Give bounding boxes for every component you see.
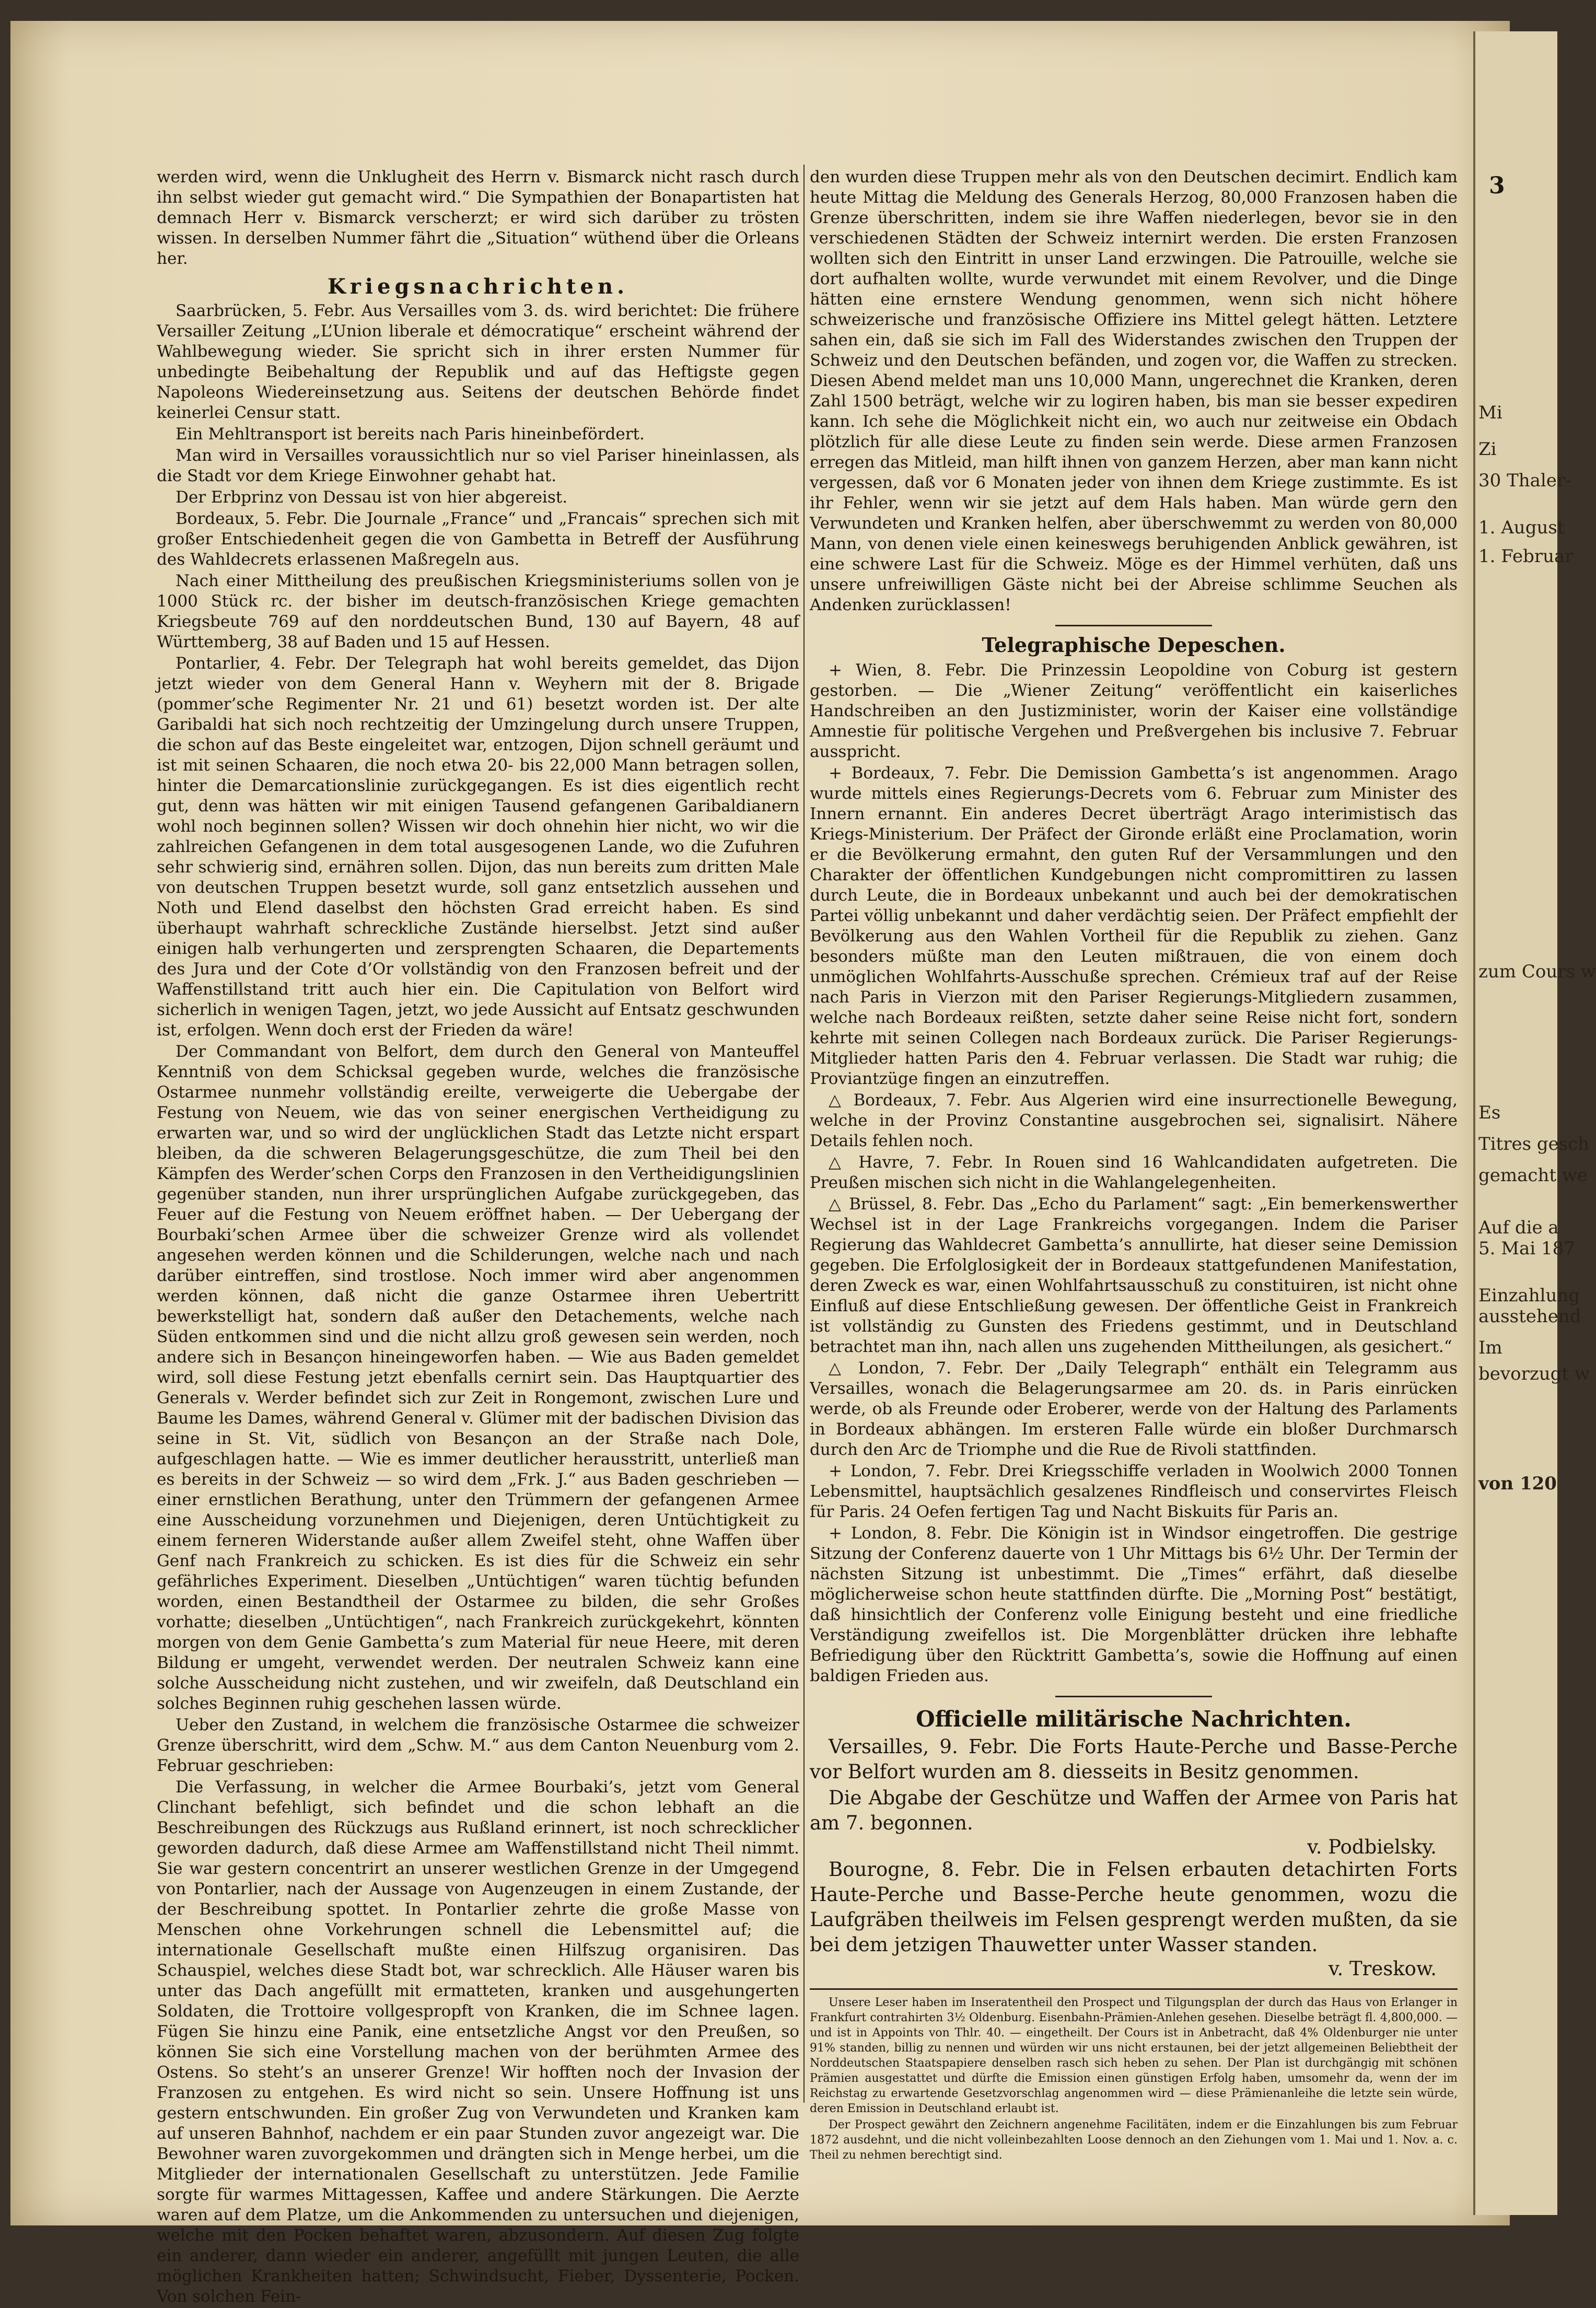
- section-title-official: Officielle militärische Nachrichten.: [916, 1706, 1352, 1732]
- margin-fragment: Auf die a: [1478, 1217, 1559, 1238]
- margin-fragment: Es: [1478, 1102, 1501, 1123]
- notice-paragraph: Unsere Leser haben im Inseratentheil den Prospect und Tilgungsplan der durch das Haus von Erlanger in Frankfurt contrahirten 3½ Oldenburg. Eisenbahn-Prämien-Anlehen gesehen. Dieselbe beträgt fl. 4,800,000. — und ist in Appoints von Thlr. 40. — eingetheilt. Der Cours ist in Anbetracht, daß 4% Oldenburger nie unter 91% standen, billig zu nennen und würden wir uns nicht erstaunen, bei der jetzt allgemeinen Beliebtheit der Norddeutschen Staatspapiere denselben rasch sich heben zu sehen. Der Plan ist durchgängig mit schönen Prämien ausgestattet und dürfte die Emission einen günstigen Erfolg haben, umsomehr da, wenn der im Reichstag zu erwartende Gesetzvorschlag angenommen wird — diese Prämienanleihe die letzte sein würde, deren Emission in Deutschland erlaubt ist.: [810, 1996, 1458, 2115]
- margin-fragment: Einzahlung: [1478, 1285, 1580, 1306]
- telegraph-item: + London, 7. Febr. Drei Kriegsschiffe verladen in Woolwich 2000 Tonnen Lebensmittel, hauptsächlich gesalzenes Rindfleisch und conservirtes Fleisch für Paris. 24 Oefen fertigen Tag und Nacht Biskuits für Paris an.: [810, 1462, 1458, 1521]
- section-title-telegraph: Telegraphische Depeschen.: [982, 633, 1286, 657]
- margin-fragment: bevorzugt w: [1478, 1363, 1590, 1384]
- telegraph-item: △ Brüssel, 8. Febr. Das „Echo du Parlament“ sagt: „Ein bemerkenswerther Wechsel ist in der Lage Frankreichs vorgegangen. Indem die Pariser Regierung das Wahldecret Gambetta’s annullirte, hat dieser seine Demission gegeben. Die Erfolglosigkeit der in Bordeaux stattgefundenen Manifestation, deren Zweck es war, einen Wohlfahrtsausschuß zu constituiren, ist nicht ohne Einfluß auf diese Entschließung gewesen. Der öffentliche Geist in Frankreich ist vollständig zu Gunsten des Friedens gestimmt, und in Deutschland betrachtet man ihn, nach allen uns zugehenden Mittheilungen, als gesichert.“: [810, 1195, 1458, 1356]
- margin-fragment: zum Cours w: [1478, 961, 1596, 982]
- telegraph-item: + Bordeaux, 7. Febr. Die Demission Gambetta’s ist angenommen. Arago wurde mittels eines Regierungs-Decrets vom 6. Februar zum Minister des Innern ernannt. Ein anderes Decret überträgt Arago interimistisch das Kriegs-Ministerium. Der Präfect der Gironde erläßt eine Proclamation, worin er die Bevölkerung ermahnt, den guten Ruf der Versammlungen und den Charakter der öffentlichen Kundgebungen nicht compromittiren zu lassen durch Leute, die in Bordeaux unbekannt und auch bei der demokratischen Partei völlig unbekannt und daher verdächtig seien. Der Präfect empfiehlt der Bevölkerung aus den Wahlen Vortheil für die Republik zu ziehen. Ganz besonders müßte man den Leuten mißtrauen, die von einem doch unmöglichen Wohlfahrts-Ausschuße sprechen. Crémieux traf auf der Reise nach Paris in Vierzon mit den Pariser Regierungs-Mitgliedern zusammen, welche nach Bordeaux reißten, setzte daher seine Reise nicht fort, sondern kehrte mit seinen Collegen nach Bordeaux zurück. Die Pariser Regierungs-Mitglieder hatten Paris den 4. Februar verlassen. Die Stadt war ruhig; die Proviantzüge fingen an einzutreffen.: [810, 764, 1458, 1088]
- margin-fragment: Titres gesch: [1478, 1134, 1590, 1155]
- paragraph: Ein Mehltransport ist bereits nach Paris hineinbefördert.: [176, 425, 645, 444]
- official-item: Bourogne, 8. Febr. Die in Felsen erbauten detachirten Forts Haute-Perche und Basse-Perche heute genommen, wozu die Laufgräben theilweis im Felsen gesprengt werden mußten, da sie bei dem jetzigen Thauwetter unter Wasser standen.: [810, 1858, 1458, 1956]
- margin-fragment: Mi: [1478, 402, 1502, 423]
- margin-fragment: Zi: [1478, 439, 1497, 460]
- right-column: [810, 167, 1458, 2164]
- notice-box: [810, 1988, 1458, 2163]
- margin-fragment: 30 Thaler-: [1478, 470, 1571, 491]
- telegraph-item: △ Havre, 7. Febr. In Rouen sind 16 Wahlcandidaten aufgetreten. Die Preußen mischen sich nicht in die Wahlangelegenheiten.: [810, 1153, 1458, 1192]
- paragraph: den wurden diese Truppen mehr als von den Deutschen decimirt. Endlich kam heute Mittag die Meldung des Generals Herzog, 80,000 Franzosen haben die Grenze überschritten, indem sie ihre Waffen niederlegen, bevor sie in den verschiedenen Städten der Schweiz internirt werden. Die ersten Franzosen wollten sich den Eintritt in unser Land erzwingen. Die Patrouille, welche sie dort aufhalten wollte, wurde verwundet mit einem Revolver, und die Dinge hätten eine ernstere Wendung genommen, wenn sich nicht höhere schweizerische und französische Offiziere ins Mittel gelegt hätten. Letztere sahen ein, daß sie sich im Fall des Widerstandes zwischen den Truppen der Schweiz und den Deutschen befänden, und zogen vor, die Waffen zu strecken. Diesen Abend meldet man uns 10,000 Mann, ungerechnet die Kranken, deren Zahl 1500 beträgt, welche wir zu logiren haben, bis man sie besser expediren kann. Ich sehe die Möglichkeit nicht ein, wo auch nur zeitweise ein Obdach plötzlich für alle diese Leute zu finden sein werde. Diese armen Franzosen erregen das Mitleid, man hilft ihnen von ganzem Herzen, aber man kann nicht vergessen, daß vor 6 Monaten jeder von ihnen dem Kriege zustimmte. Es ist ihr Fehler, wenn wir sie jetzt auf dem Hals haben. Man würde gern den Verwundeten und Kranken helfen, aber überschwemmt zu werden von 80,000 Mann, von denen viele einen keineswegs beruhigenden Anblick gewähren, ist eine schwere Last für die Schweiz. Möge es der Himmel verhüten, daß uns unsere unfreiwilligen Gäste nicht bei der Abreise schlimme Seuchen als Andenken zurücklassen!: [810, 168, 1458, 614]
- divider: [1055, 625, 1212, 626]
- telegraph-item: + Wien, 8. Febr. Die Prinzessin Leopoldine von Coburg ist gestern gestorben. — Die „Wiener Zeitung“ veröffentlicht ein kaiserliches Handschreiben an den Justizminister, worin der Kaiser eine vollständige Amnestie für politische Vergehen und Preßvergehen bis inclusive 7. Februar ausspricht.: [810, 661, 1458, 761]
- paragraph: Pontarlier, 4. Febr. Der Telegraph hat wohl bereits gemeldet, das Dijon jetzt wieder von dem General Hann v. Weyhern mit der 8. Brigade (pommer’sche Regimenter Nr. 21 und 61) besetzt worden ist. Der alte Garibaldi hat sich noch rechtzeitig der Umzingelung durch unsere Truppen, die schon auf das Beste eingeleitet war, entzogen, Dijon schnell geräumt und ist mit seinen Schaaren, die noch etwa 20- bis 22,000 Mann betragen sollen, hinter die Demarcationslinie zurückgegangen. Es ist dies eigentlich recht gut, denn was hätten wir mit einigen Tausend gefangenen Garibaldianern wohl noch beginnen sollen? Wissen wir doch ohnehin hier nicht, wo wir die zahlreichen Gefangenen in dem total ausgesogenen Lande, wo die Zufuhren sehr schwierig sind, ernähren sollen. Dijon, das nun bereits zum dritten Male von deutschen Truppen besetzt wurde, soll ganz entsetzlich aussehen und Noth und Elend daselbst den höchsten Grad erreicht haben. Es sind überhaupt wahrhaft schreckliche Zustände hierselbst. Jetzt sind außer einigen halb verhungerten und zersprengten Schaaren, die Departements des Jura und der Cote d’Or vollständig von den Franzosen befreit und der Waffenstillstand tritt auch hier ein. Die Capitulation von Belfort wird sicherlich in wenigen Tagen, jetzt, wo jede Aussicht auf Entsatz geschwunden ist, erfolgen. Wenn doch erst der Frieden da wäre!: [157, 654, 799, 1040]
- official-item: Die Abgabe der Geschütze und Waffen der Armee von Paris hat am 7. begonnen.: [810, 1787, 1458, 1834]
- next-page-edge: [1473, 31, 1596, 2215]
- paragraph: Man wird in Versailles voraussichtlich nur so viel Pariser hineinlassen, als die Stadt vor dem Kriege Einwohner gehabt hat.: [157, 446, 799, 485]
- paragraph: Der Erbprinz von Dessau ist von hier abgereist.: [176, 488, 568, 507]
- margin-fragment: 1. Februar: [1478, 546, 1574, 567]
- telegraph-item: △ Bordeaux, 7. Febr. Aus Algerien wird eine insurrectionelle Bewegung, welche in der Provinz Constantine ausgebrochen sei, signalisirt. Nähere Details fehlen noch.: [810, 1091, 1458, 1150]
- margin-fragment: gemacht we: [1478, 1165, 1588, 1186]
- column-divider: [803, 165, 805, 2103]
- telegraph-item: + London, 8. Febr. Die Königin ist in Windsor eingetroffen. Die gestrige Sitzung der Conferenz dauerte von 1 Uhr Mittags bis 6½ Uhr. Der Termin der nächsten Sitzung ist unbestimmt. Die „Times“ erfährt, daß dieselbe möglicherweise schon heute stattfinden dürfte. Die „Morning Post“ bestätigt, daß hinsichtlich der Conferenz volle Einigung besteht und eine friedliche Verständigung zweifellos ist. Die Morgenblätter drücken ihre lebhafte Befriedigung über den Rücktritt Gambetta’s, sowie die Hoffnung auf einen baldigen Frieden aus.: [810, 1524, 1458, 1685]
- margin-fragment: Im: [1478, 1337, 1502, 1358]
- telegraph-item: △ London, 7. Febr. Der „Daily Telegraph“ enthält ein Telegramm aus Versailles, wonach die Belagerungsarmee am 20. ds. in Paris einrücken werde, ob als Freunde oder Eroberer, werde von der Haltung des Parlaments in Bordeaux abhängen. Im ersteren Falle würde ein bloßer Durchmarsch durch den Arc de Triomphe und die Rue de Rivoli stattfinden.: [810, 1359, 1458, 1459]
- paragraph: Die Verfassung, in welcher die Armee Bourbaki’s, jetzt vom General Clinchant befehligt, sich befindet und die schon lebhaft an die Beschreibungen des Rückzugs aus Rußland erinnert, ist noch schrecklicher geworden dadurch, daß diese Armee am Waffenstillstand nicht Theil nimmt. Sie war gestern concentrirt an unserer westlichen Grenze in der Umgegend von Pontarlier, nach der Aussage von Augenzeugen in einem Zustande, der der Beschreibung spottet. In Pontarlier zehrte die große Masse von Menschen ohne Vorkehrungen schnell die Lebensmittel auf; die internationale Gesellschaft mußte einen Hilfszug organisiren. Das Schauspiel, welches diese Stadt bot, war schrecklich. Alle Häuser waren bis unter das Dach angefüllt mit ermatteten, kranken und ausgehungerten Soldaten, die Trottoire vollgespropft von Kranken, die im Schnee lagen. Fügen Sie hinzu eine Panik, eine entsetzliche Angst vor den Preußen, so können Sie sich eine Vorstellung machen von der berühmten Armee des Ostens. So steht’s an unserer Grenze! Wir hofften noch der Invasion der Franzosen zu entgehen. Es wird nicht so sein. Unsere Hoffnung ist uns gestern entschwunden. Ein großer Zug von Verwundeten und Kranken kam auf unseren Bahnhof, nachdem er ein paar Stunden zuvor angezeigt war. Die Bewohner waren zuvorgekommen und drängten sich in Menge herbei, um die Mitglieder der internationalen Gesellschaft zu unterstützen. Jede Familie sorgte für warmes Mittagessen, Kaffee und andere Stärkungen. Die Aerzte waren auf dem Platze, um die Ankommenden zu untersuchen und diejenigen, welche mit den Pocken behaftet waren, abzusondern. Auf diesen Zug folgte ein anderer, dann wieder ein anderer, angefüllt mit jungen Leuten, die alle möglichen Krankheiten hatten; Schwindsucht, Fieber, Dyssenterie, Pocken. Von solchen Fein-: [157, 1778, 799, 2306]
- signature: v. Treskow.: [1328, 1957, 1437, 1980]
- paragraph: Nach einer Mittheilung des preußischen Kriegsministeriums sollen von je 1000 Stück rc. der bisher im deutsch-französischen Kriege gemachten Kriegsbeute 769 auf den norddeutschen Bund, 130 auf Bayern, 48 auf Württemberg, 38 auf Baden und 15 auf Hessen.: [157, 572, 799, 651]
- page-number: 3: [1489, 172, 1505, 199]
- paragraph: Saarbrücken, 5. Febr. Aus Versailles vom 3. ds. wird berichtet: Die frühere Versailler Zeitung „L’Union liberale et démocratique“ erscheint während der Wahlbewegung wieder. Sie spricht sich in ihrer ersten Nummer für unbedingte Beibehaltung der Republik und auf das Heftigste gegen Napoleons Wiedereinsetzung aus. Seitens der deutschen Behörde findet keinerlei Censur statt.: [157, 301, 799, 422]
- paragraph: Der Commandant von Belfort, dem durch den General von Manteuffel Kenntniß von dem Schicksal gegeben wurde, welches die französische Ostarmee nunmehr vollständig ereilte, verweigerte die Uebergabe der Festung von Neuem, wie das von seiner energischen Vertheidigung zu erwarten war, und so wird der unglücklichen Stadt das Letzte nicht erspart bleiben, da die schweren Belagerungsgeschütze, die zum Theil bei den Kämpfen des Werder’schen Corps den Franzosen in den Vertheidigungslinien gegenüber standen, nun ihrer ursprünglichen Aufgabe zurückgegeben, das Feuer auf die Festung von Neuem eröffnet haben. — Der Uebergang der Bourbaki’schen Armee über die schweizer Grenze wird als vollendet angesehen werden können und die Schilderungen, welche nach und nach darüber eintreffen, sind trostlose. Noch immer wird aber angenommen werden können, daß nicht die ganze Ostarmee ihren Uebertritt bewerkstelligt hat, sondern daß außer den Detachements, welche nach Süden entkommen sind und die nicht allzu groß gewesen sein werden, noch andere sich in Besançon hineingeworfen haben. — Wie aus Baden gemeldet wird, soll diese Festung jetzt ebenfalls cernirt sein. Das Hauptquartier des Generals v. Werder befindet sich zur Zeit in Rongemont, zwischen Lure und Baume les Dames, während General v. Glümer mit der badischen Division das seine in St. Vit, südlich von Besançon an der Straße nach Dole, aufgeschlagen hatte. — Wie es immer deutlicher herausstritt, unterließ man es bereits in der Schweiz — so wird dem „Frk. J.“ aus Baden geschrieben — einer ernstlichen Berathung, unter den Trümmern der gefangenen Armee eine Ausscheidung vorzunehmen und Diejenigen, deren Untüchtigkeit zu einem ferneren Widerstande außer allem Zweifel steht, ohne Waffen über Genf nach Frankreich zu schicken. Es ist dies für die Schweiz ein sehr gefährliches Experiment. Dieselben „Untüchtigen“ waren tüchtig befunden worden, einen Bestandtheil der Ostarmee zu bilden, die sehr Großes vorhatte; dieselben „Untüchtigen“, nach Frankreich zurückgekehrt, könnten morgen von dem Genie Gambetta’s zum Material für neue Heere, mit deren Bildung er umgeht, verwendet werden. Der neutralen Schweiz kann eine solche Ausscheidung nicht zustehen, und wir zweifeln, daß Deutschland ein solches Beginnen ruhig geschehen lassen würde.: [157, 1042, 799, 1713]
- divider: [1055, 1696, 1212, 1697]
- paragraph: Ueber den Zustand, in welchem die französische Ostarmee die schweizer Grenze überschritt, wird dem „Schw. M.“ aus dem Canton Neuenburg vom 2. Februar geschrieben:: [157, 1716, 799, 1775]
- margin-fragment: von 120: [1478, 1473, 1557, 1494]
- margin-fragment: 1. August: [1478, 517, 1565, 538]
- margin-fragment: 5. Mai 187: [1478, 1238, 1575, 1259]
- paragraph: Bordeaux, 5. Febr. Die Journale „France“ und „Francais“ sprechen sich mit großer Entschiedenheit gegen die von Gambetta in Betreff der Ausführung des Wahldecrets erlassenen Maßregeln aus.: [157, 509, 799, 569]
- signature: v. Podbielsky.: [1307, 1836, 1437, 1858]
- notice-paragraph: Der Prospect gewährt den Zeichnern angenehme Facilitäten, indem er die Einzahlungen bis zum Februar 1872 ausdehnt, und die nicht volleinbezahlten Loose dennoch an den Ziehungen vom 1. Mai und 1. Nov. a. c. Theil zu nehmen berechtigt sind.: [810, 2118, 1458, 2162]
- section-title-war-news: Kriegsnachrichten.: [327, 274, 629, 299]
- paragraph: werden wird, wenn die Unklugheit des Herrn v. Bismarck nicht rasch durch ihn selbst wieder gut gemacht wird.“ Die Sympathien der Bonapartisten hat demnach Herr v. Bismarck verscherzt; er wird sich darüber zu trösten wissen. In derselben Nummer fährt die „Situation“ wüthend über die Orleans her.: [157, 168, 799, 268]
- left-column: [157, 167, 799, 2308]
- margin-fragment: ausstehend: [1478, 1306, 1581, 1327]
- official-item: Versailles, 9. Febr. Die Forts Haute-Perche und Basse-Perche vor Belfort wurden am 8. diesseits in Besitz genommen.: [810, 1735, 1458, 1783]
